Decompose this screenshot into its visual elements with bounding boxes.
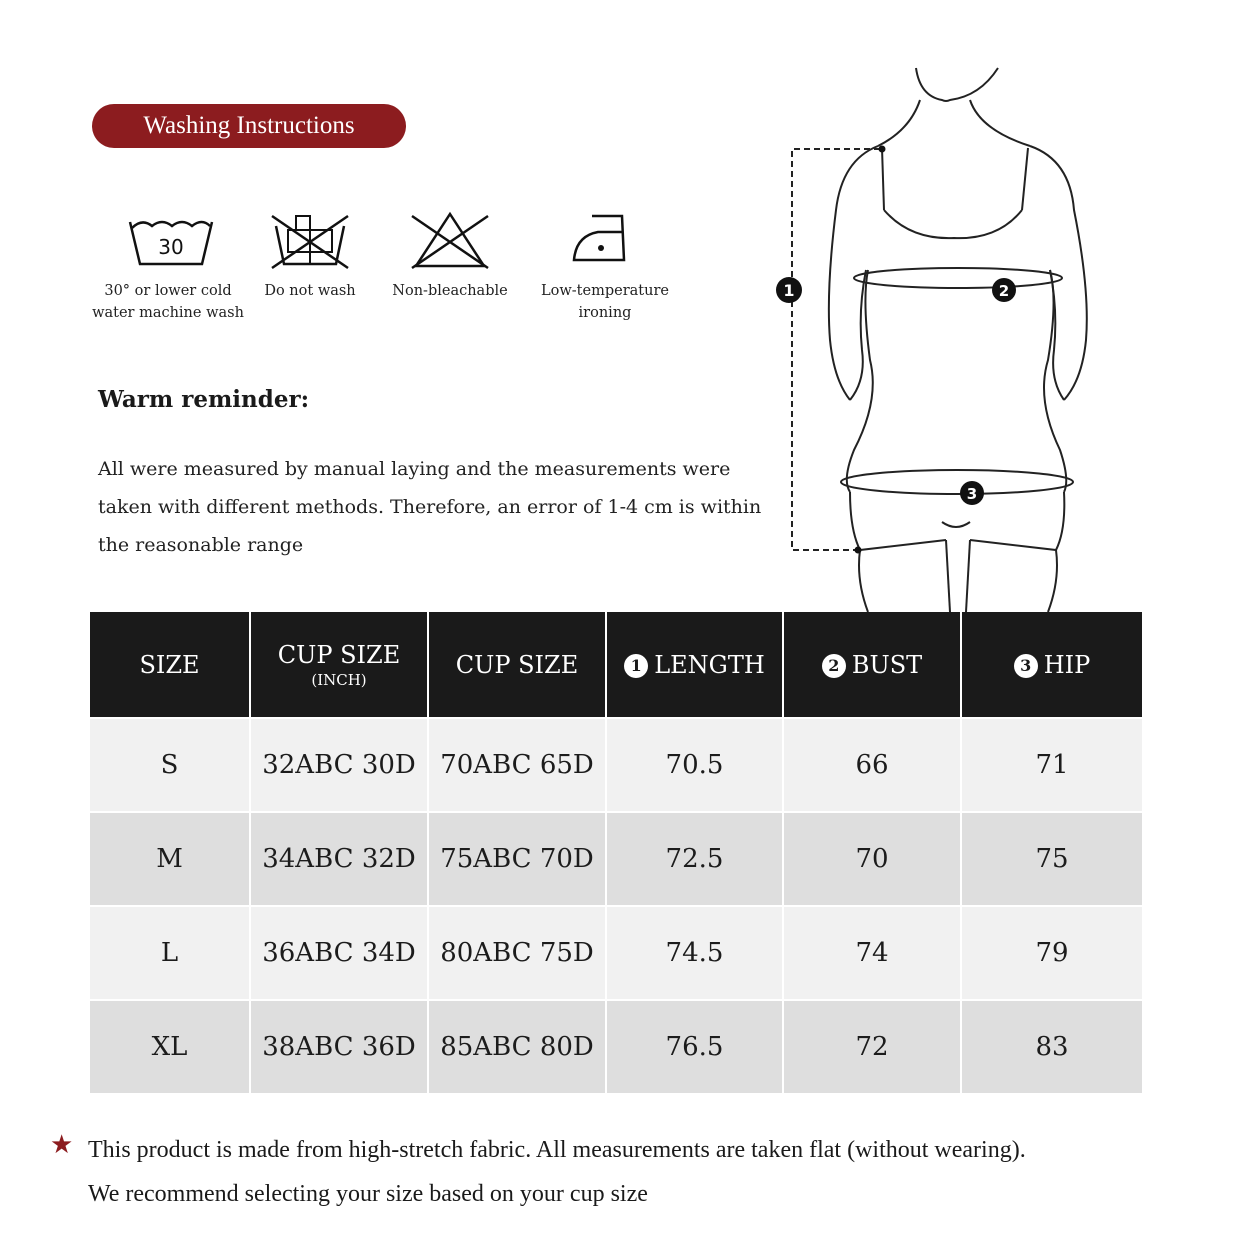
cell-size: XL — [90, 1000, 250, 1093]
header-length: 1 LENGTH — [606, 612, 783, 718]
wash-30-icon — [126, 212, 216, 268]
note-line-1: This product is made from high-stretch fabric. All measurements are taken flat (without wearing). — [88, 1137, 1026, 1163]
fabric-note — [88, 1128, 1228, 1216]
do-not-wash-icon — [270, 212, 350, 270]
svg-text:1: 1 — [783, 281, 795, 300]
cell-size: M — [90, 812, 250, 906]
header-hip: 3 HIP — [961, 612, 1142, 718]
cell-bust: 66 — [783, 718, 961, 812]
cell-size: S — [90, 718, 250, 812]
cell-cup-inch: 38ABC 36D — [250, 1000, 428, 1093]
no-bleach-label: Non-bleachable — [392, 283, 508, 299]
low-temp-iron-icon — [570, 210, 632, 266]
low-temp-iron-label: Low-temperature ironing — [541, 283, 669, 321]
cell-size: L — [90, 906, 250, 1000]
table-row — [90, 718, 1142, 812]
marker-bust — [992, 278, 1016, 302]
cell-length: 74.5 — [606, 906, 783, 1000]
star-icon: ★ — [50, 1130, 74, 1160]
cell-length: 76.5 — [606, 1000, 783, 1093]
cell-bust: 70 — [783, 812, 961, 906]
cell-length: 70.5 — [606, 718, 783, 812]
cell-hip: 83 — [961, 1000, 1142, 1093]
header-bust: 2 BUST — [783, 612, 961, 718]
marker-hip — [960, 481, 984, 505]
cell-cup-inch: 36ABC 34D — [250, 906, 428, 1000]
cell-cup-inch: 32ABC 30D — [250, 718, 428, 812]
marker-length — [776, 277, 802, 303]
table-row — [90, 812, 1142, 906]
reminder-body: All were measured by manual laying and the measurements were taken with different methods. Therefore, an error of 1-4 cm is within the reasonable range — [98, 458, 762, 556]
wash-30-label: 30° or lower cold water machine wash — [92, 283, 244, 321]
body-measurement-figure — [770, 60, 1120, 616]
wash-temp-number: 30 — [158, 235, 184, 259]
cell-cup-inch: 34ABC 32D — [250, 812, 428, 906]
header-size: SIZE — [90, 612, 250, 718]
cell-cup: 75ABC 70D — [428, 812, 606, 906]
svg-text:3: 3 — [966, 485, 978, 503]
do-not-wash-label: Do not wash — [264, 283, 356, 299]
washing-instructions-badge: Washing Instructions — [92, 104, 406, 148]
table-header-row — [90, 612, 1142, 718]
cell-cup: 85ABC 80D — [428, 1000, 606, 1093]
size-chart-table — [90, 612, 1142, 1093]
reminder-title: Warm reminder: — [98, 386, 310, 413]
note-line-2: We recommend selecting your size based on your cup size — [88, 1181, 648, 1207]
cell-hip: 71 — [961, 718, 1142, 812]
no-bleach-icon — [410, 210, 490, 270]
cell-bust: 74 — [783, 906, 961, 1000]
cell-length: 72.5 — [606, 812, 783, 906]
svg-text:2: 2 — [998, 282, 1010, 300]
cell-hip: 75 — [961, 812, 1142, 906]
table-row — [90, 1000, 1142, 1093]
header-cup-size: CUP SIZE — [428, 612, 606, 718]
cell-bust: 72 — [783, 1000, 961, 1093]
header-cup-size-inch: CUP SIZE (INCH) — [250, 612, 428, 718]
cell-cup: 80ABC 75D — [428, 906, 606, 1000]
table-row — [90, 906, 1142, 1000]
cell-hip: 79 — [961, 906, 1142, 1000]
cell-cup: 70ABC 65D — [428, 718, 606, 812]
